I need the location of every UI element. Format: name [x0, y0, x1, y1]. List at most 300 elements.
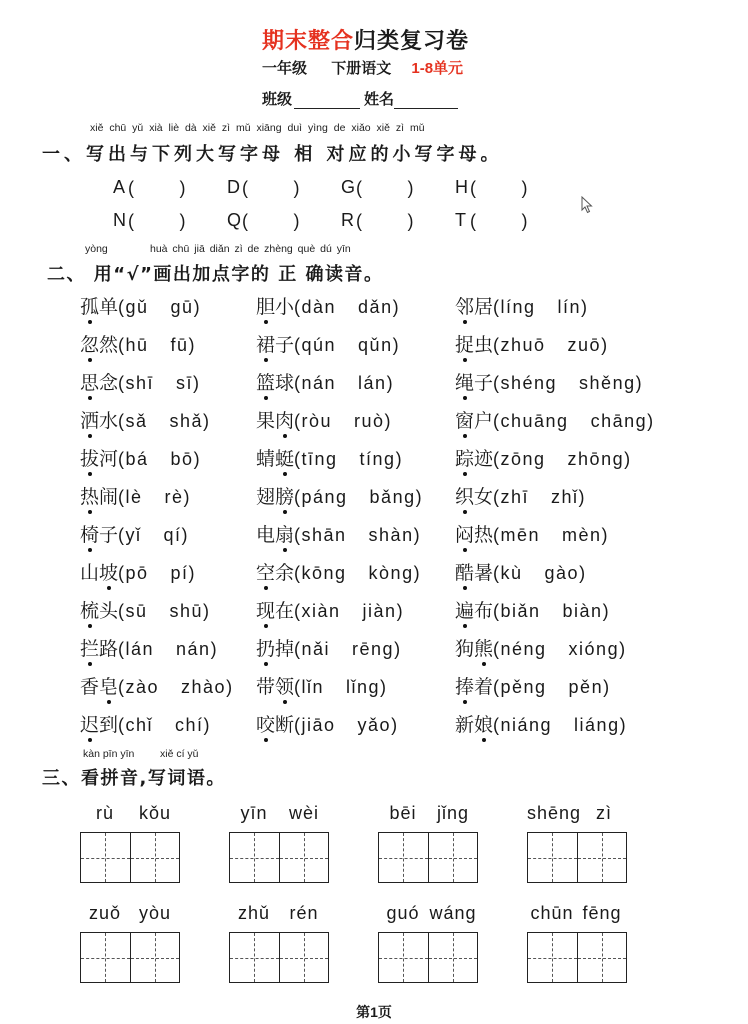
tianzige-box [229, 932, 329, 983]
word [80, 599, 118, 623]
open-paren: ( [118, 449, 126, 469]
character: 布 [474, 600, 494, 622]
reading-entry [256, 637, 402, 661]
pinyin-option[interactable]: fū [170, 335, 189, 355]
pinyin-option[interactable]: qún [301, 335, 337, 355]
reading-entry [455, 713, 627, 737]
uppercase-letter: A [113, 177, 126, 197]
word [256, 637, 294, 661]
pinyin-option[interactable]: lán [358, 373, 387, 393]
word [256, 409, 294, 433]
answer-blank[interactable] [136, 178, 180, 198]
open-paren: ( [294, 715, 302, 735]
worksheet-subtitle [262, 57, 463, 78]
reading-entry [80, 523, 189, 547]
pinyin-option[interactable]: tíng [359, 449, 396, 469]
character: 单 [99, 296, 119, 318]
word [80, 371, 118, 395]
close-paren: ) [413, 525, 422, 545]
letter-item [227, 176, 341, 200]
pinyin-option[interactable]: tīng [301, 449, 338, 469]
character: 迹 [474, 448, 494, 470]
character: 香 [80, 676, 100, 698]
dotted-character: 拔 [80, 448, 100, 470]
writing-square[interactable] [130, 833, 180, 882]
pinyin-option[interactable]: lè [125, 487, 143, 507]
character: 女 [474, 486, 494, 508]
pinyin-label [378, 799, 478, 827]
letter-item [341, 176, 455, 200]
writing-square[interactable] [81, 833, 130, 882]
open-paren: ( [118, 297, 126, 317]
character: 新 [455, 714, 475, 736]
reading-entry [455, 371, 643, 395]
open-paren: ( [294, 601, 302, 621]
pinyin-syllable: yīn [240, 802, 268, 823]
reading-entry [80, 637, 218, 661]
pinyin-option[interactable]: shàn [368, 525, 414, 545]
pinyin-option[interactable]: qí [163, 525, 182, 545]
pinyin-option[interactable]: chuāng [500, 411, 569, 431]
dotted-character: 领 [275, 676, 295, 698]
word [256, 333, 294, 357]
character: 掉 [275, 638, 295, 660]
pinyin-option[interactable]: sū [125, 601, 148, 621]
answer-blank[interactable] [364, 178, 408, 198]
letter-item [341, 209, 455, 233]
pinyin-option[interactable]: mèn [562, 525, 602, 545]
open-paren: ( [493, 449, 501, 469]
word [80, 409, 118, 433]
pinyin-option[interactable]: kù [500, 563, 523, 583]
pinyin-option[interactable]: biàn [562, 601, 603, 621]
open-paren: ( [356, 177, 364, 198]
tianzige-box [378, 932, 478, 983]
character: 虫 [474, 334, 494, 356]
word [455, 675, 493, 699]
dotted-character: 迟 [80, 714, 100, 736]
close-paren: ) [578, 487, 587, 507]
close-paren: ) [193, 297, 202, 317]
section3-pinyin-a: kàn pīn yīn [83, 748, 135, 760]
pinyin-option[interactable]: pěng [500, 677, 547, 697]
close-paren: ) [603, 677, 611, 697]
pinyin-option[interactable]: kōng [301, 563, 347, 583]
dotted-character: 邻 [455, 296, 475, 318]
reading-row [0, 523, 748, 561]
pinyin-option[interactable]: bá [125, 449, 149, 469]
uppercase-letter: T [455, 210, 466, 230]
writing-square[interactable] [279, 933, 329, 982]
pinyin-option[interactable]: bō [170, 449, 194, 469]
reading-entry [256, 675, 388, 699]
pinyin-option[interactable]: pí [170, 563, 189, 583]
open-paren: ( [493, 601, 501, 621]
pinyin-option[interactable]: bǎng [369, 487, 416, 507]
dotted-character: 膀 [275, 486, 295, 508]
dotted-character: 织 [455, 486, 475, 508]
character: 山 [80, 562, 100, 584]
close-paren: ) [386, 373, 395, 393]
pinyin-label [229, 799, 329, 827]
close-paren: ) [380, 677, 388, 697]
pinyin-option[interactable]: shěng [579, 373, 636, 393]
dotted-character: 篮 [256, 372, 276, 394]
word [80, 523, 118, 547]
word [256, 713, 294, 737]
word [455, 637, 493, 661]
open-paren: ( [118, 715, 126, 735]
close-paren: ) [391, 715, 399, 735]
worksheet-title [262, 24, 469, 55]
open-paren: ( [128, 177, 136, 198]
character: 电 [256, 524, 276, 546]
close-paren: ) [579, 563, 587, 583]
word [455, 409, 493, 433]
dotted-character: 胆 [256, 296, 276, 318]
word [256, 447, 294, 471]
word [455, 523, 493, 547]
pinyin-syllable: wèi [288, 802, 319, 823]
pinyin-option[interactable]: yǎo [357, 715, 392, 735]
close-paren: ) [407, 177, 415, 198]
pinyin-option[interactable]: lǐng [346, 677, 381, 697]
close-paren: ) [521, 210, 529, 231]
character: 着 [474, 676, 494, 698]
close-paren: ) [396, 601, 405, 621]
pinyin-option[interactable]: dàn [301, 297, 337, 317]
pinyin-option[interactable]: gū [170, 297, 194, 317]
writing-square[interactable] [81, 933, 130, 982]
writing-square[interactable] [577, 933, 627, 982]
pinyin-option[interactable]: pěn [568, 677, 604, 697]
close-paren: ) [179, 210, 187, 231]
pinyin-option[interactable]: zhī [500, 487, 530, 507]
pinyin-label [527, 899, 627, 927]
reading-row [0, 333, 748, 371]
reading-entry [80, 485, 191, 509]
word [455, 295, 493, 319]
letter-item [113, 209, 227, 233]
open-paren: ( [118, 677, 126, 697]
open-paren: ( [294, 525, 302, 545]
open-paren: ( [128, 210, 136, 231]
pinyin-option[interactable]: sī [176, 373, 194, 393]
pinyin-option[interactable]: nán [176, 639, 211, 659]
reading-entry [80, 675, 234, 699]
dotted-character: 空 [256, 562, 276, 584]
pinyin-option[interactable]: chí [175, 715, 204, 735]
title-highlight: 期末整合 [262, 28, 355, 54]
units-label: 1-8单元 [411, 60, 464, 77]
pinyin-option[interactable]: dǎn [358, 297, 393, 317]
pinyin-option[interactable]: mēn [500, 525, 541, 545]
word [256, 523, 294, 547]
word [256, 599, 294, 623]
pinyin-option[interactable]: páng [301, 487, 348, 507]
section3-heading: 三、看拼音,写词语。 [42, 768, 226, 789]
close-paren: ) [203, 601, 211, 621]
answer-blank[interactable] [478, 211, 522, 231]
writing-square[interactable] [428, 933, 478, 982]
pinyin-option[interactable]: shéng [500, 373, 558, 393]
character: 头 [99, 600, 119, 622]
close-paren: ) [384, 411, 393, 431]
reading-entry [455, 637, 627, 661]
pinyin-option[interactable]: zhào [181, 677, 227, 697]
pinyin-option[interactable]: zhōng [567, 449, 625, 469]
pinyin-option[interactable]: gào [544, 563, 580, 583]
answer-blank[interactable] [250, 178, 294, 198]
answer-blank[interactable] [364, 211, 408, 231]
reading-row [0, 599, 748, 637]
uppercase-letter: Q [227, 210, 242, 230]
uppercase-letter: R [341, 210, 354, 230]
pinyin-option[interactable]: ròu [301, 411, 333, 431]
letter-item [227, 209, 341, 233]
character: 河 [99, 448, 119, 470]
pinyin-option[interactable]: zuō [567, 335, 602, 355]
pinyin-option[interactable]: zhuō [500, 335, 546, 355]
reading-entry [256, 447, 403, 471]
pinyin-syllable: shēng [527, 802, 582, 823]
pinyin-option[interactable]: ruò [354, 411, 385, 431]
pinyin-syllable: rù [95, 802, 114, 823]
open-paren: ( [294, 563, 302, 583]
word-writing-row [0, 899, 748, 999]
word-writing-item [80, 899, 180, 983]
close-paren: ) [413, 563, 422, 583]
pinyin-option[interactable]: shǎ [169, 411, 204, 431]
dotted-character: 梳 [80, 600, 100, 622]
open-paren: ( [118, 373, 126, 393]
word [455, 599, 493, 623]
pinyin-option[interactable]: rè [164, 487, 184, 507]
open-paren: ( [493, 335, 501, 355]
reading-entry [256, 371, 394, 395]
pinyin-option[interactable]: shī [125, 373, 155, 393]
writing-square[interactable] [577, 833, 627, 882]
open-paren: ( [493, 639, 501, 659]
pinyin-option[interactable]: nǎi [301, 639, 331, 659]
pinyin-option[interactable]: xiàn [301, 601, 341, 621]
open-paren: ( [294, 297, 302, 317]
pinyin-option[interactable]: zōng [500, 449, 546, 469]
reading-row [0, 637, 748, 675]
pinyin-syllable: wáng [429, 902, 477, 923]
uppercase-letter: N [113, 210, 126, 230]
reading-entry [455, 523, 609, 547]
reading-entry [455, 599, 610, 623]
word [455, 371, 493, 395]
pinyin-option[interactable]: niáng [500, 715, 553, 735]
writing-square[interactable] [230, 833, 279, 882]
dotted-character: 扔 [256, 638, 276, 660]
pinyin-syllable: zhǔ [237, 902, 271, 923]
pinyin-option[interactable]: hū [125, 335, 149, 355]
reading-row [0, 295, 748, 333]
pinyin-option[interactable]: biǎn [500, 601, 541, 621]
pinyin-option[interactable]: liáng [574, 715, 620, 735]
pinyin-option[interactable]: qǔn [358, 335, 393, 355]
tianzige-box [378, 832, 478, 883]
close-paren: ) [203, 411, 211, 431]
close-paren: ) [179, 177, 187, 198]
pinyin-option[interactable]: gǔ [125, 297, 149, 317]
pinyin-option[interactable]: lǐn [301, 677, 325, 697]
open-paren: ( [470, 177, 478, 198]
writing-exercise [0, 799, 748, 999]
pinyin-option[interactable]: chǐ [125, 715, 154, 735]
title-rest: 归类复习卷 [354, 28, 470, 54]
pinyin-option[interactable]: lán [125, 639, 155, 659]
dotted-character: 椅 [80, 524, 100, 546]
grade-label: 一年级 [262, 60, 308, 77]
open-paren: ( [294, 449, 302, 469]
open-paren: ( [118, 487, 126, 507]
pinyin-option[interactable]: jiàn [362, 601, 397, 621]
close-paren: ) [226, 677, 234, 697]
pinyin-label [229, 899, 329, 927]
writing-square[interactable] [428, 833, 478, 882]
reading-entry [256, 409, 392, 433]
writing-square[interactable] [130, 933, 180, 982]
character: 闹 [99, 486, 119, 508]
pinyin-option[interactable]: néng [500, 639, 547, 659]
pinyin-option[interactable]: rēng [352, 639, 395, 659]
reading-row [0, 371, 748, 409]
pinyin-option[interactable]: lín [557, 297, 582, 317]
tianzige-box [80, 932, 180, 983]
pinyin-syllable: guó [386, 902, 420, 923]
reading-entry [80, 295, 201, 319]
character: 到 [99, 714, 119, 736]
pinyin-option[interactable]: nán [301, 373, 337, 393]
word [80, 561, 118, 585]
close-paren: ) [521, 177, 529, 198]
tianzige-box [527, 932, 627, 983]
section2-pinyin-b: huà chū jiā diǎn zì de zhèng què dú yīn [150, 243, 351, 255]
close-paren: ) [181, 525, 190, 545]
tianzige-box [80, 832, 180, 883]
close-paren: ) [392, 335, 401, 355]
word [455, 713, 493, 737]
close-paren: ) [293, 210, 301, 231]
character: 子 [275, 334, 295, 356]
pinyin-option[interactable]: jiāo [301, 715, 336, 735]
open-paren: ( [470, 210, 478, 231]
open-paren: ( [493, 487, 501, 507]
word [80, 447, 118, 471]
pinyin-option[interactable]: zào [125, 677, 160, 697]
dotted-character: 孤 [80, 296, 100, 318]
writing-square[interactable] [528, 833, 577, 882]
section2-heading: 二、 用“√”画出加点字的 正 确读音。 [47, 264, 384, 285]
reading-entry [455, 561, 587, 585]
dotted-character: 踪 [455, 448, 475, 470]
answer-blank[interactable] [136, 211, 180, 231]
word [80, 333, 118, 357]
reading-entry [80, 561, 196, 585]
pinyin-syllable: kǒu [138, 802, 172, 823]
dotted-character: 洒 [80, 410, 100, 432]
pinyin-option[interactable]: pō [125, 563, 149, 583]
open-paren: ( [294, 411, 302, 431]
reading-entry [80, 371, 201, 395]
reading-entry [80, 713, 211, 737]
close-paren: ) [183, 487, 192, 507]
reading-entry [256, 523, 421, 547]
letter-exercise [113, 171, 569, 237]
pinyin-syllable: bēi [389, 802, 417, 823]
writing-square[interactable] [379, 833, 428, 882]
pinyin-option[interactable]: shān [301, 525, 347, 545]
open-paren: ( [294, 677, 302, 697]
open-paren: ( [493, 677, 501, 697]
pinyin-option[interactable]: zhǐ [551, 487, 579, 507]
reading-entry [80, 333, 196, 357]
open-paren: ( [242, 210, 250, 231]
open-paren: ( [493, 525, 501, 545]
word [80, 637, 118, 661]
open-paren: ( [294, 373, 302, 393]
reading-entry [256, 599, 404, 623]
pinyin-option[interactable]: chāng [590, 411, 648, 431]
uppercase-letter: G [341, 177, 356, 197]
pinyin-option[interactable]: xióng [568, 639, 620, 659]
open-paren: ( [242, 177, 250, 198]
character: 热 [474, 524, 494, 546]
reading-entry [256, 485, 423, 509]
pinyin-option[interactable]: yǐ [125, 525, 142, 545]
reading-row [0, 713, 748, 751]
reading-row [0, 485, 748, 523]
word [80, 675, 118, 699]
dotted-character: 热 [80, 486, 100, 508]
word-writing-item [80, 799, 180, 883]
reading-row [0, 675, 748, 713]
pinyin-option[interactable]: shū [169, 601, 204, 621]
dotted-character: 拦 [80, 638, 100, 660]
open-paren: ( [118, 411, 126, 431]
character: 居 [474, 296, 494, 318]
reading-entry [256, 561, 421, 585]
dotted-character: 绳 [455, 372, 475, 394]
word [256, 371, 294, 395]
dotted-character: 咬 [256, 714, 276, 736]
word [256, 485, 294, 509]
writing-square[interactable] [230, 933, 279, 982]
writing-square[interactable] [279, 833, 329, 882]
dotted-character: 坡 [99, 562, 119, 584]
pinyin-option[interactable]: líng [500, 297, 536, 317]
answer-blank[interactable] [478, 178, 522, 198]
name-field[interactable] [394, 92, 458, 109]
answer-blank[interactable] [250, 211, 294, 231]
word [455, 485, 493, 509]
pinyin-syllable: zuǒ [88, 902, 122, 923]
tianzige-box [229, 832, 329, 883]
character: 余 [275, 562, 295, 584]
writing-square[interactable] [379, 933, 428, 982]
character: 断 [275, 714, 295, 736]
word [256, 561, 294, 585]
class-field[interactable] [294, 92, 360, 109]
pinyin-option[interactable]: kòng [368, 563, 414, 583]
character: 翅 [256, 486, 276, 508]
writing-square[interactable] [528, 933, 577, 982]
pinyin-option[interactable]: sǎ [125, 411, 148, 431]
